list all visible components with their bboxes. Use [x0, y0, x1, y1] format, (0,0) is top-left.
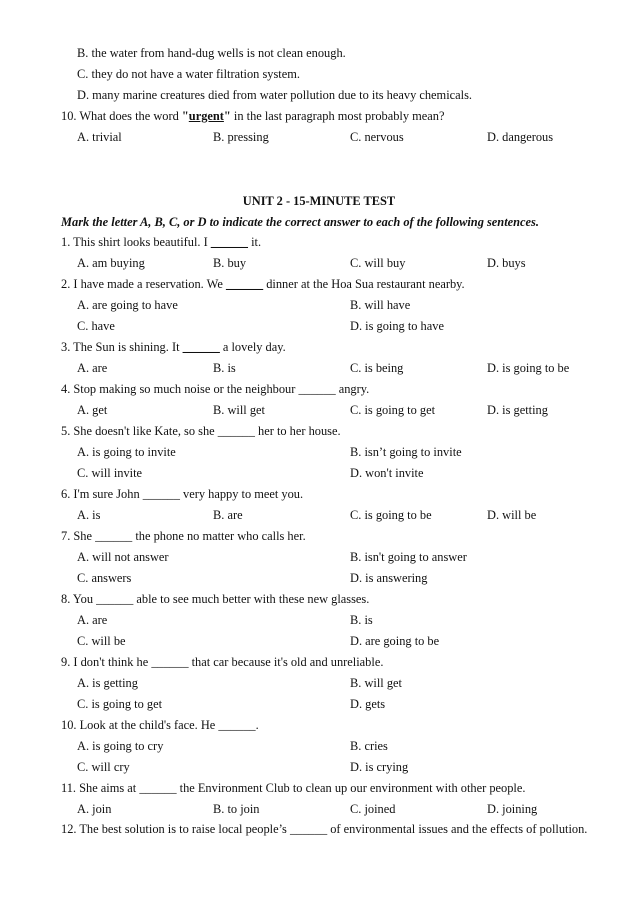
question-9-option-d: D. gets — [350, 697, 386, 711]
answer-blank: ______ — [142, 487, 180, 501]
question-8-option-a: A. are — [77, 613, 108, 627]
answer-blank: ______ — [151, 655, 189, 669]
answer-blank: ______ — [289, 822, 328, 836]
question-2-option-d: D. is going to have — [350, 319, 444, 333]
q10-option-d: D. dangerous — [487, 130, 554, 144]
question-7-stem — [0, 526, 638, 546]
question-11-option-a: A. join — [77, 802, 112, 816]
question-text-end: able to see much better with these new glasses. — [133, 592, 370, 606]
question-5-option-c: C. will invite — [77, 466, 143, 480]
question-4-option-d: D. is getting — [487, 403, 548, 417]
question-text-end: a lovely day. — [219, 340, 286, 354]
question-text-end: it. — [248, 235, 262, 249]
question-text-end: angry. — [335, 382, 370, 396]
question-1-option-b: B. buy — [213, 256, 247, 270]
unit-title: UNIT 2 - 15-MINUTE TEST — [242, 194, 396, 208]
question-7-option-b: B. isn't going to answer — [350, 550, 467, 564]
question-2-option-c: C. have — [77, 319, 115, 333]
question-3-option-b: B. is — [213, 361, 236, 375]
question-11-option-d: D. joining — [487, 802, 538, 816]
question-10-option-d: D. is crying — [350, 760, 409, 774]
question-3-option-d: D. is going to be — [487, 361, 570, 375]
question-5-option-a: A. is going to invite — [77, 445, 176, 459]
question-text-end: dinner at the Hoa Sua restaurant nearby. — [263, 277, 465, 291]
question-7-option-c: C. answers — [77, 571, 132, 585]
q10-close-quote: " — [223, 109, 231, 123]
q9-option-c: C. they do not have a water filtration system. — [77, 67, 300, 81]
answer-blank: ______ — [217, 424, 255, 438]
answer-blank: ______ — [225, 277, 264, 291]
question-text-end: that car because it's old and unreliable. — [188, 655, 384, 669]
question-10-stem — [0, 715, 638, 735]
question-6-option-b: B. are — [213, 508, 243, 522]
question-2-option-a: A. are going to have — [77, 298, 178, 312]
question-1-stem — [0, 232, 638, 252]
question-11-option-b: B. to join — [213, 802, 260, 816]
question-text: 9. I don't think he — [61, 655, 152, 669]
question-text-end: very happy to meet you. — [179, 487, 304, 501]
question-1-option-d: D. buys — [487, 256, 526, 270]
question-text: 2. I have made a reservation. We — [61, 277, 226, 291]
question-text: 1. This shirt looks beautiful. I — [61, 235, 211, 249]
question-10-option-a: A. is going to cry — [77, 739, 164, 753]
question-6-option-a: A. is — [77, 508, 101, 522]
question-3-option-c: C. is being — [350, 361, 404, 375]
answer-blank: ______ — [95, 529, 133, 543]
question-text: 6. I'm sure John — [61, 487, 143, 501]
question-4-option-b: B. will get — [213, 403, 265, 417]
question-9-option-c: C. is going to get — [77, 697, 163, 711]
question-2-stem — [0, 274, 638, 294]
question-8-stem — [0, 589, 638, 609]
question-5-option-b: B. isn’t going to invite — [350, 445, 462, 459]
q10-stem — [0, 106, 638, 126]
question-5-option-d: D. won't invite — [350, 466, 424, 480]
question-9-stem — [0, 652, 638, 672]
question-text: 5. She doesn't like Kate, so she — [61, 424, 218, 438]
q10-open-quote: " — [181, 109, 189, 123]
q10-option-c: C. nervous — [350, 130, 404, 144]
question-text-end: the phone no matter who calls her. — [132, 529, 306, 543]
question-10-option-c: C. will cry — [77, 760, 130, 774]
question-10-option-b: B. cries — [350, 739, 388, 753]
q10-option-b: B. pressing — [213, 130, 269, 144]
question-4-option-a: A. get — [77, 403, 108, 417]
q10-pre: 10. What does the word — [61, 109, 182, 123]
instruction: Mark the letter A, B, C, or D to indicate the correct answer to each of the following sentences. — [61, 215, 539, 229]
question-8-option-c: C. will be — [77, 634, 126, 648]
question-9-option-b: B. will get — [350, 676, 402, 690]
q10-option-a: A. trivial — [77, 130, 122, 144]
question-text: 10. Look at the child's face. He — [61, 718, 219, 732]
question-text: 3. The Sun is shining. It — [61, 340, 183, 354]
question-1-option-a: A. am buying — [77, 256, 145, 270]
answer-blank: ______ — [218, 718, 256, 732]
question-6-option-c: C. is going to be — [350, 508, 432, 522]
question-text: 11. She aims at — [61, 781, 140, 795]
question-7-option-d: D. is answering — [350, 571, 428, 585]
answer-blank: ______ — [139, 781, 177, 795]
question-3-stem — [0, 337, 638, 357]
answer-blank: ______ — [96, 592, 134, 606]
question-9-option-a: A. is getting — [77, 676, 138, 690]
question-1-option-c: C. will buy — [350, 256, 406, 270]
question-text: 8. You — [61, 592, 97, 606]
question-6-stem — [0, 484, 638, 504]
question-8-option-b: B. is — [350, 613, 373, 627]
answer-blank: ______ — [210, 235, 248, 249]
q10-word: urgent — [188, 109, 224, 123]
question-8-option-d: D. are going to be — [350, 634, 440, 648]
question-11-option-c: C. joined — [350, 802, 396, 816]
question-5-stem — [0, 421, 638, 441]
question-text: 4. Stop making so much noise or the neighbour — [61, 382, 299, 396]
question-4-stem — [0, 379, 638, 399]
answer-blank: ______ — [298, 382, 336, 396]
q9-option-b: B. the water from hand-dug wells is not clean enough. — [77, 46, 346, 60]
question-text-end: her to her house. — [254, 424, 341, 438]
question-7-option-a: A. will not answer — [77, 550, 169, 564]
answer-blank: ______ — [182, 340, 220, 354]
question-text: 12. The best solution is to raise local people’s — [61, 822, 290, 836]
q9-option-d: D. many marine creatures died from water pollution due to its heavy chemicals. — [77, 88, 472, 102]
question-text-end: of environmental issues and the effects of pollution. — [327, 822, 588, 836]
question-11-stem — [0, 778, 638, 798]
question-text-end: the Environment Club to clean up our environment with other people. — [176, 781, 526, 795]
question-2-option-b: B. will have — [350, 298, 411, 312]
q10-post: in the last paragraph most probably mean? — [230, 109, 445, 123]
question-3-option-a: A. are — [77, 361, 108, 375]
question-12-stem — [0, 820, 638, 840]
question-4-option-c: C. is going to get — [350, 403, 436, 417]
question-text-end: . — [255, 718, 259, 732]
question-text: 7. She — [61, 529, 96, 543]
question-6-option-d: D. will be — [487, 508, 537, 522]
